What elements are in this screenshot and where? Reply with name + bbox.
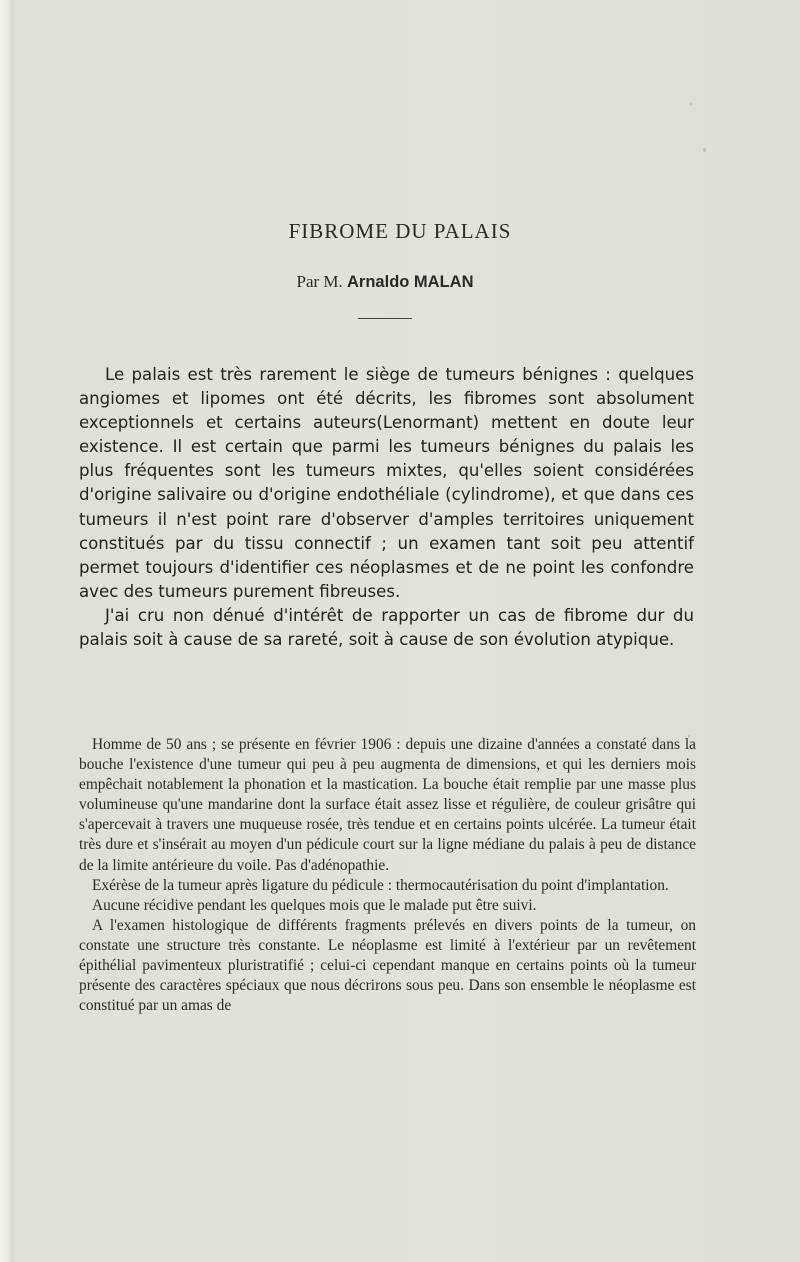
case-paragraph: Homme de 50 ans ; se présente en février 1906 : depuis une dizaine d'années a constaté dans la bouche l'existence d'une tumeur qui peu à peu augmenta de dimensions, et qui les derniers mois empêchait notablement la phonation et la mastication. La bouche était remplie par une masse plus volumineuse qu'une mandarine dont la surface était assez lisse et régulière, de couleur grisâtre qui s'apercevait à travers une muqueuse rosée, très tendue et en certains points ulcérée. La tumeur était très dure et s'insérait au moyen d'un pédicule court sur la ligne médiane du palais à peu de distance de la limite antérieure du voile. Pas d'adénopathie. <box>79 736 696 874</box>
page-edge <box>0 0 13 1262</box>
intro-text <box>79 363 694 652</box>
author-name: Arnaldo MALAN <box>347 273 474 291</box>
case-paragraph: Exérèse de la tumeur après ligature du pédicule : thermocautérisation du point d'implantation. <box>92 876 669 894</box>
intro-paragraph: Le palais est très rarement le siège de tumeurs bénignes : quelques angiomes et lipomes ont été décrits, les fibromes sont absolument exceptionnels et certains auteurs(Lenormant) mettent en doute leur existence. Il est certain que parmi les tumeurs bénignes du palais les plus fréquentes sont les tumeurs mixtes, qu'elles soient considérées d'origine salivaire ou d'origine endothéliale (cylindrome), et que dans ces tumeurs il n'est point rare d'observer d'amples territoires uniquement constitués par du tissu connectif ; un examen tant soit peu attentif permet toujours d'identifier ces néoplasmes et de ne point les confondre avec des tumeurs purement fibreuses. <box>79 365 694 601</box>
article-byline <box>0 272 770 292</box>
article-title: FIBROME DU PALAIS <box>288 219 512 243</box>
case-paragraph: A l'examen histologique de différents fragments prélevés en divers points de la tumeur, on constate une structure très constante. Le néoplasme est limité à l'extérieur par un revêtement épithélial pavimenteux pluristratifié ; celui-ci cependant manque en certains points où la tumeur présente des caractères spéciaux que nous décrirons sous peu. Dans son ensemble le néoplasme est constitué par un amas de <box>79 916 696 1015</box>
case-paragraph: Aucune récidive pendant les quelques mois que le malade put être suivi. <box>92 896 537 914</box>
title-divider <box>358 318 412 319</box>
scan-speck <box>690 103 692 105</box>
scan-speck <box>703 148 706 152</box>
byline-prefix: Par M. <box>296 272 343 291</box>
intro-paragraph: J'ai cru non dénué d'intérêt de rapporter un cas de fibrome dur du palais soit à cause de sa rareté, soit à cause de son évolution atypique. <box>79 605 694 650</box>
case-report-text <box>79 735 696 1016</box>
